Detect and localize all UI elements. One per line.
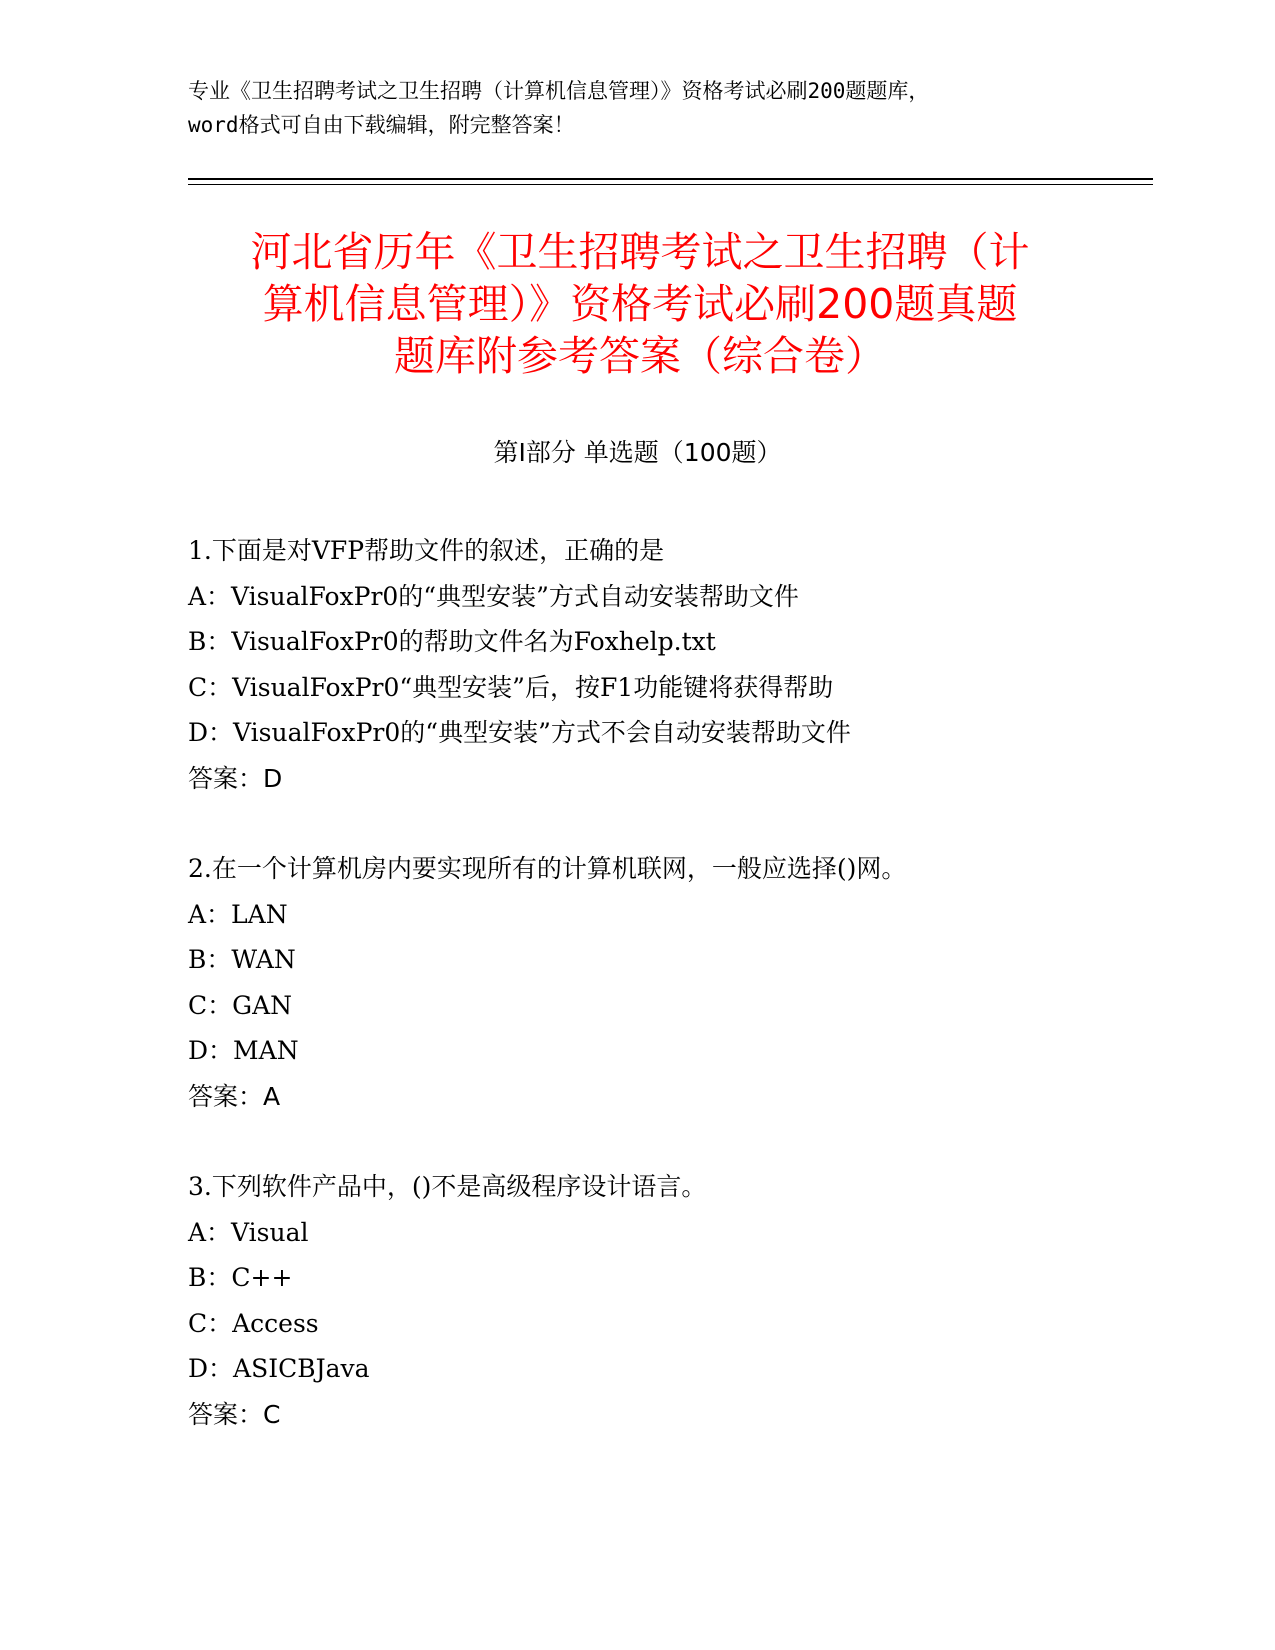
option-d: D：MAN xyxy=(188,1036,299,1065)
header-divider-thick xyxy=(188,178,1153,180)
option-d: D：VisualFoxPr0的“典型安装”方式不会自动安装帮助文件 xyxy=(188,718,851,747)
option-b: B：WAN xyxy=(188,945,296,974)
answer: 答案：C xyxy=(188,1399,281,1429)
option-c: C：GAN xyxy=(188,990,293,1020)
header-note xyxy=(188,74,1088,142)
option-a: A：Visual xyxy=(188,1217,309,1247)
section-title: 第Ⅰ部分 单选题（100题） xyxy=(493,438,782,467)
header-note-line-1: 专业《卫生招聘考试之卫生招聘（计算机信息管理）》资格考试必刷200题题库， xyxy=(188,79,930,103)
question-2 xyxy=(188,846,1108,1119)
option-b: B：C++ xyxy=(188,1263,293,1292)
header-note-line-2: word格式可自由下载编辑，附完整答案！ xyxy=(188,113,575,137)
header-divider-thin xyxy=(188,184,1153,185)
document-title-line-2: 算机信息管理）》资格考试必刷200题真题 xyxy=(262,280,1018,328)
document-title-line-1: 河北省历年《卫生招聘考试之卫生招聘（计 xyxy=(250,228,1030,276)
question-stem: 3.下列软件产品中，()不是高级程序设计语言。 xyxy=(188,1172,707,1201)
question-stem: 1.下面是对VFP帮助文件的叙述，正确的是 xyxy=(188,536,665,565)
option-c: C：VisualFoxPr0“典型安装”后，按F1功能键将获得帮助 xyxy=(188,672,834,702)
question-3 xyxy=(188,1164,1108,1437)
option-b: B：VisualFoxPr0的帮助文件名为Foxhelp.txt xyxy=(188,627,716,656)
option-c: C：Access xyxy=(188,1308,319,1338)
question-stem: 2.在一个计算机房内要实现所有的计算机联网，一般应选择()网。 xyxy=(188,854,907,883)
answer: 答案：A xyxy=(188,1081,281,1111)
option-a: A：VisualFoxPr0的“典型安装”方式自动安装帮助文件 xyxy=(188,581,799,611)
option-d: D：ASICBJava xyxy=(188,1354,370,1383)
document-title-line-3: 题库附参考答案（综合卷） xyxy=(394,332,886,380)
option-a: A：LAN xyxy=(188,899,288,929)
answer: 答案：D xyxy=(188,763,283,793)
document-title xyxy=(180,226,1100,382)
question-1 xyxy=(188,528,1108,801)
